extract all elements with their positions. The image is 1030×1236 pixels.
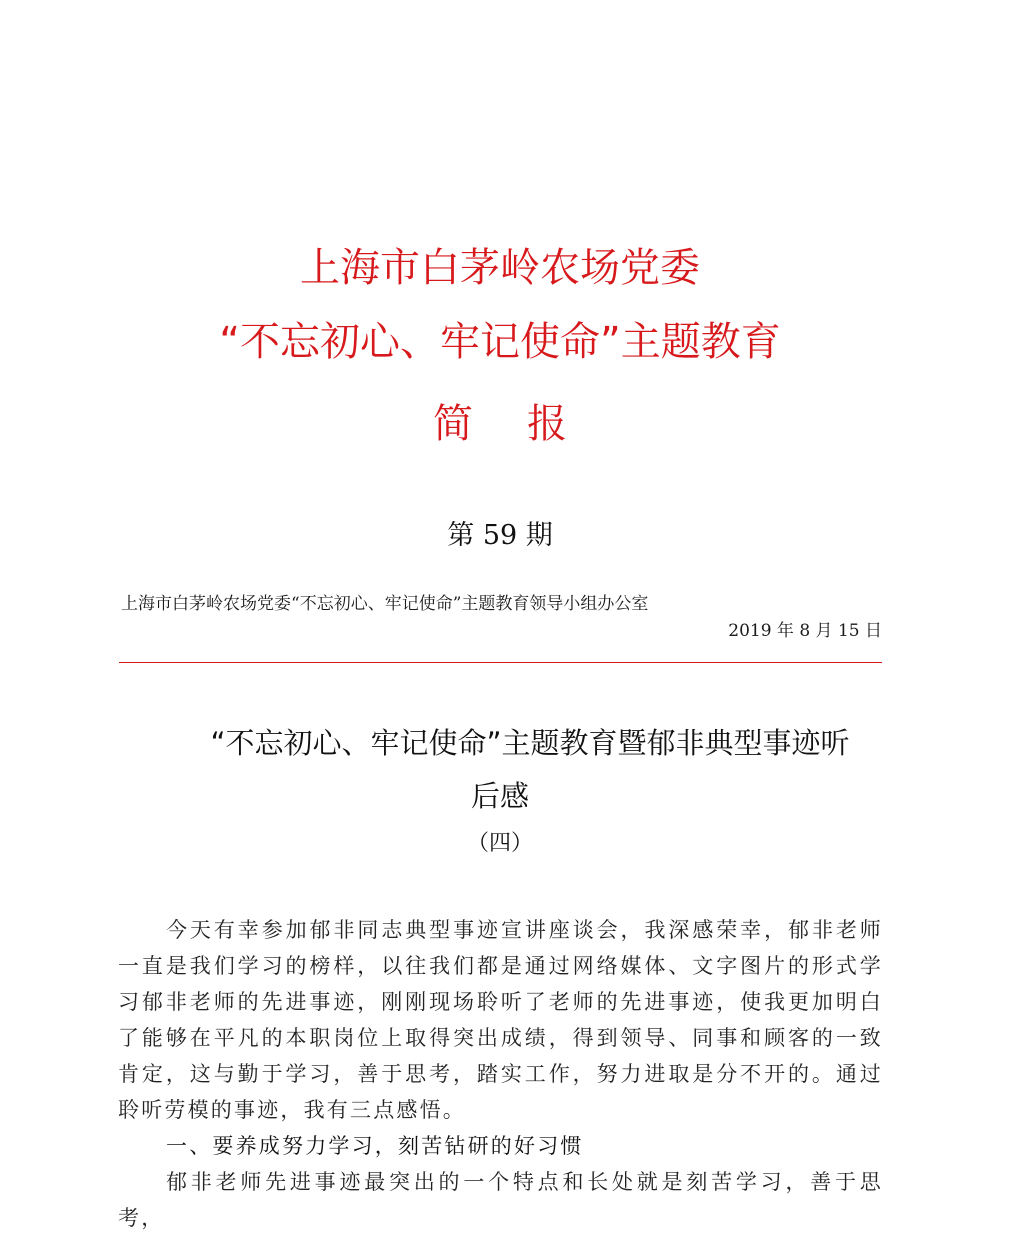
article-title-line-2: 后感 bbox=[470, 779, 529, 813]
publisher-line: 上海市白茅岭农场党委“不忘初心、牢记使命”主题教育领导小组办公室 bbox=[121, 594, 649, 614]
masthead-line-3 bbox=[0, 401, 1000, 447]
issue-number: 第 59 期 bbox=[447, 520, 553, 551]
masthead-char-jian: 简 bbox=[433, 401, 473, 447]
body-paragraph-2: 郁非老师先进事迹最突出的一个特点和长处就是刻苦学习，善于思考， bbox=[118, 1170, 883, 1230]
publish-date: 2019 年 8 月 15 日 bbox=[728, 621, 882, 641]
article-subtitle: （四） bbox=[466, 831, 533, 856]
article-title-line-1: “不忘初心、牢记使命”主题教育暨郁非典型事迹听 bbox=[210, 726, 850, 760]
masthead-line-1: 上海市白茅岭农场党委 bbox=[300, 245, 700, 291]
masthead-char-bao: 报 bbox=[527, 401, 567, 447]
red-divider bbox=[119, 662, 882, 663]
body-paragraph-1: 今天有幸参加郁非同志典型事迹宣讲座谈会，我深感荣幸，郁非老师一直是我们学习的榜样，以往我们都是通过网络媒体、文字图片的形式学习郁非老师的先进事迹，刚刚现场聆听了老师的先进事迹，使我更加明白了能够在平凡的本职岗位上取得突出成绩，得到领导、同事和顾客的一致肯定，这与勤于学习，善于思考，踏实工作，努力进取是分不开的。通过聆听劳模的事迹，我有三点感悟。 bbox=[118, 918, 883, 1122]
masthead-line-2: “不忘初心、牢记使命”主题教育 bbox=[219, 319, 781, 365]
section-heading-1: 一、要养成努力学习，刻苦钻研的好习惯 bbox=[166, 1134, 584, 1158]
